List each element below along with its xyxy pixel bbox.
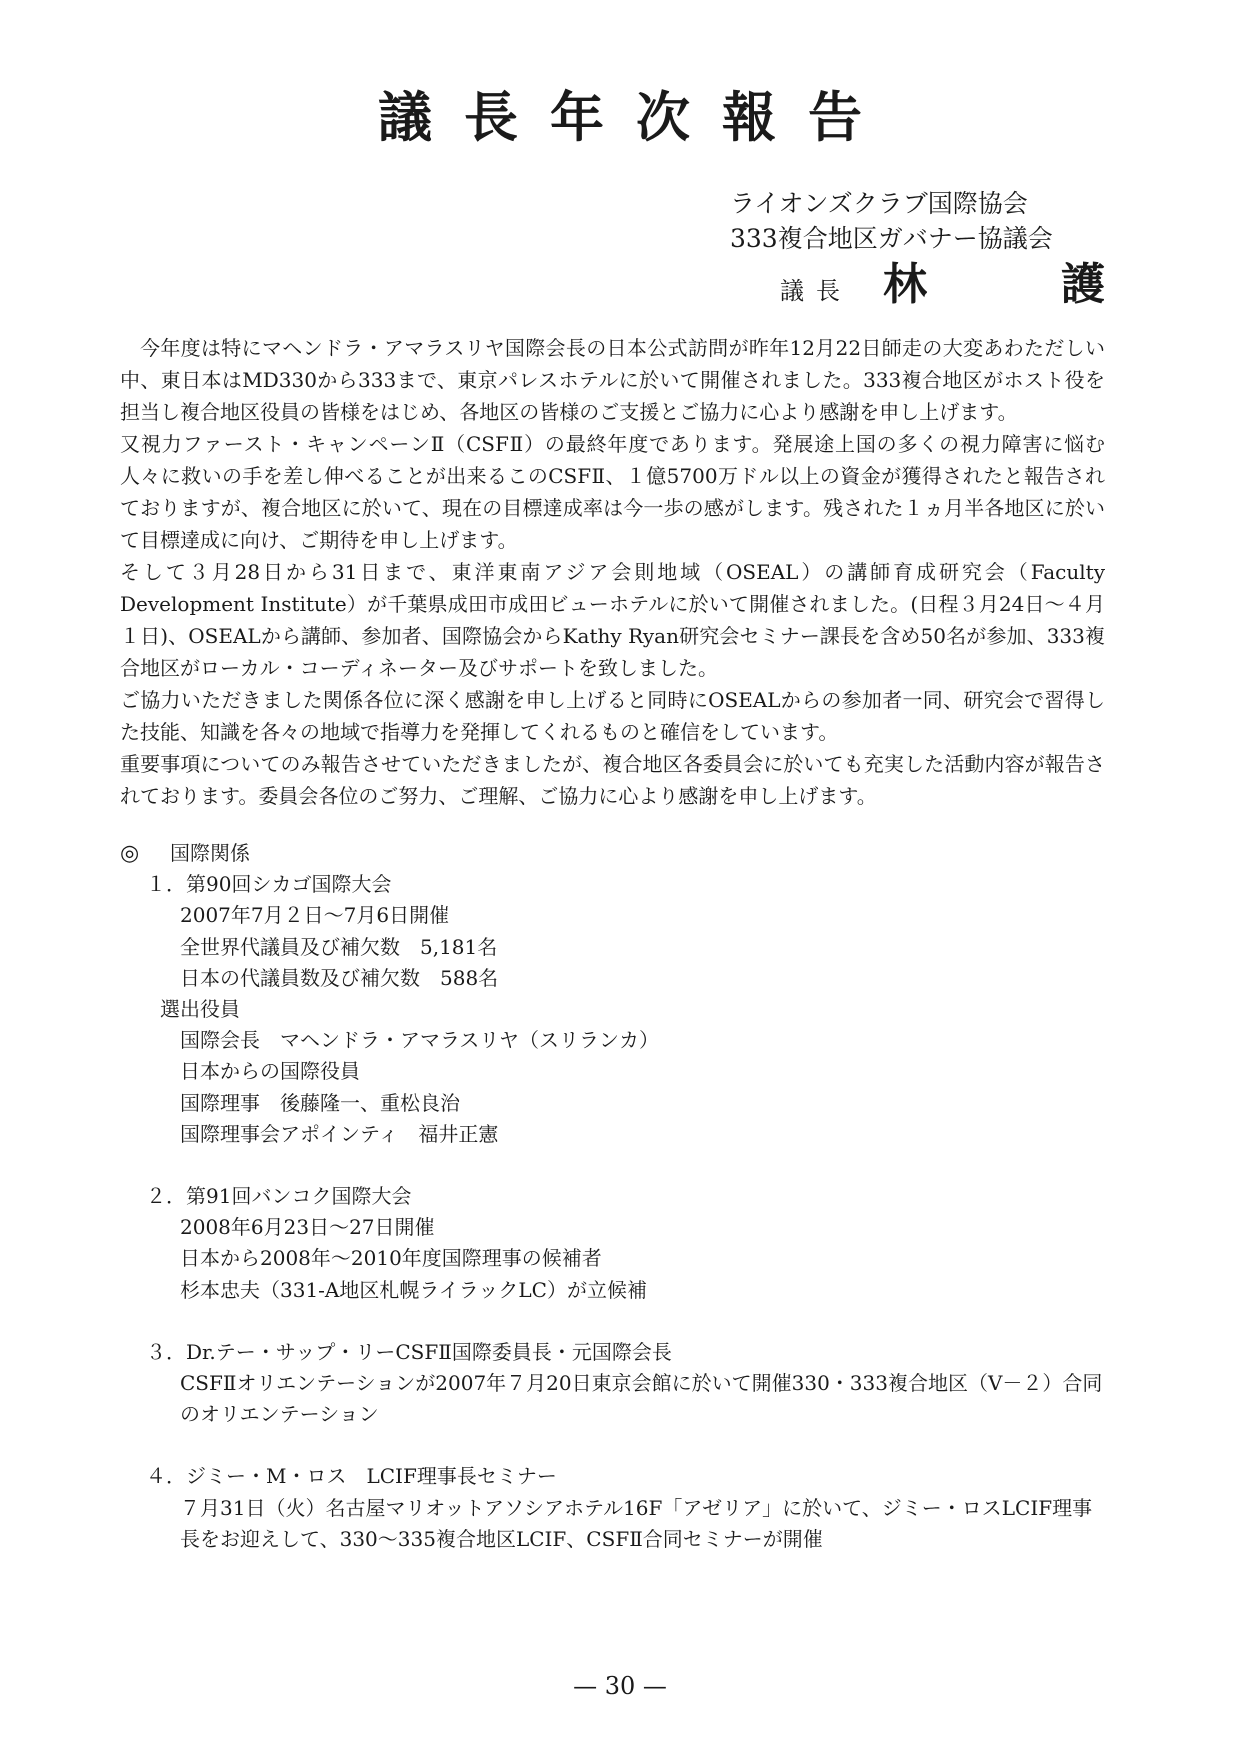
item-line: CSFⅡオリエンテーションが2007年７月20日東京会館に於いて開催330・333複合地区（V－２）合同のオリエンテーション	[180, 1371, 1103, 1427]
item-line: 国際理事 後藤隆一、重松良治	[180, 1090, 460, 1115]
body-paragraph: 今年度は特にマヘンドラ・アマラスリヤ国際会長の日本公式訪問が昨年12月22日師走の大変あわただしい中、東日本はMD330から333まで、東京パレスホテルに於いて開催されました。333複合地区がホスト役を担当し複合地区役員の皆様をはじめ、各地区の皆様のご支援とご協力に心より感謝を申し上げます。	[120, 336, 1105, 424]
organization-name: ライオンズクラブ国際協会	[730, 189, 1028, 218]
item-line: 全世界代議員及び補欠数 5,181名	[180, 934, 498, 959]
item-line: 国際会長 マヘンドラ・アマラスリヤ（スリランカ）	[180, 1028, 659, 1053]
item-sub-heading: 選出役員	[160, 997, 240, 1022]
item-line: 日本から2008年～2010年度国際理事の候補者	[180, 1246, 602, 1271]
organization-block	[730, 186, 1053, 256]
item-line: 2008年6月23日～27日開催	[180, 1215, 435, 1240]
chair-given-name: 護	[1061, 259, 1105, 310]
international-relations-section	[120, 838, 1105, 1555]
chair-family-name: 林	[883, 259, 927, 310]
item-line: 日本からの国際役員	[180, 1059, 360, 1084]
chair-title: 議長	[780, 277, 852, 305]
item-line: 杉本忠夫（331-A地区札幌ライラックLC）が立候補	[180, 1277, 647, 1302]
report-body	[120, 332, 1105, 812]
page-number: — 30 —	[573, 1672, 667, 1700]
item-title: ３．Dr.テー・サップ・リーCSFⅡ国際委員長・元国際会長	[146, 1339, 672, 1364]
item-line: 国際理事会アポインティ 福井正憲	[180, 1121, 499, 1146]
item-title: ４．ジミー・M・ロス LCIF理事長セミナー	[146, 1464, 557, 1489]
body-paragraph: 又視力ファースト・キャンペーンⅡ（CSFⅡ）の最終年度であります。発展途上国の多くの視力障害に悩む人々に救いの手を差し伸べることが出来るこのCSFⅡ、１億5700万ドル以上の資金が獲得されたと報告されておりますが、複合地区に於いて、現在の目標達成率は今一歩の感がします。残された１ヵ月半各地区に於いて目標達成に向け、ご期待を申し上げます。	[120, 432, 1105, 552]
body-paragraph: 重要事項についてのみ報告させていただきましたが、複合地区各委員会に於いても充実した活動内容が報告されております。委員会各位のご努力、ご理解、ご協力に心より感謝を申し上げます。	[120, 752, 1105, 808]
double-circle-icon: ◎	[120, 841, 140, 866]
chair-signature	[780, 258, 1105, 310]
body-paragraph: ご協力いただきました関係各位に深く感謝を申し上げると同時にOSEALからの参加者一同、研究会で習得した技能、知識を各々の地域で指導力を発揮してくれるものと確信をしています。	[120, 688, 1105, 744]
body-paragraph: そして３月28日から31日まで、東洋東南アジア会則地域（OSEAL）の講師育成研究会（Faculty Development Institute）が千葉県成田市成田ビューホテルに於いて開催されました。(日程３月24日～４月１日)、OSEALから講師、参加者、国際協会からKathy Ryan研究会セミナー課長を含め50名が参加、333複合地区がローカル・コーディネーター及びサポートを致しました。	[120, 560, 1105, 680]
section-heading	[120, 838, 1105, 869]
section-heading-text: 国際関係	[170, 841, 250, 865]
document-title: 議長年次報告	[378, 85, 894, 149]
item-line: 日本の代議員数及び補欠数 588名	[180, 965, 499, 990]
item-line: 2007年7月２日～7月6日開催	[180, 903, 450, 928]
item-title: １．第90回シカゴ国際大会	[146, 872, 392, 897]
council-name: 333複合地区ガバナー協議会	[730, 224, 1053, 253]
item-line: ７月31日（火）名古屋マリオットアソシアホテル16F「アゼリア」に於いて、ジミー・ロスLCIF理事長をお迎えして、330～335複合地区LCIF、CSFⅡ合同セミナーが開催	[180, 1495, 1093, 1551]
item-title: ２．第91回バンコク国際大会	[146, 1184, 412, 1209]
